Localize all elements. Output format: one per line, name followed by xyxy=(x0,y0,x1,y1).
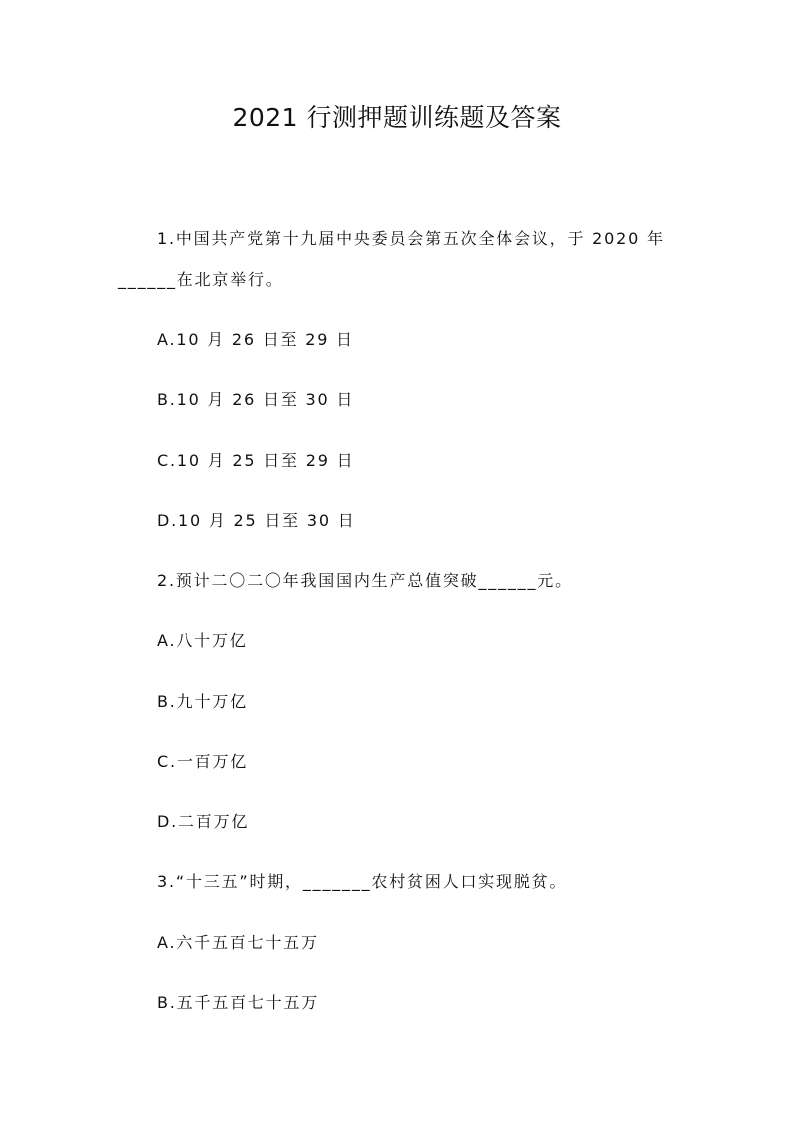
question-2-option-a: A.八十万亿 xyxy=(157,631,248,650)
question-1-stem-line-1: 1.中国共产党第十九届中央委员会第五次全体会议，于 2020 年 xyxy=(157,229,665,248)
question-2-option-d: D.二百万亿 xyxy=(157,812,250,831)
question-2-stem: 2.预计二〇二〇年我国国内生产总值突破______元。 xyxy=(157,571,573,590)
question-3-option-b: B.五千五百七十五万 xyxy=(157,993,320,1012)
question-1-option-c: C.10 月 25 日至 29 日 xyxy=(157,451,355,470)
question-1-stem-line-2: ______在北京举行。 xyxy=(118,270,284,289)
question-3-option-a: A.六千五百七十五万 xyxy=(157,933,319,952)
document-title: 2021 行测押题训练题及答案 xyxy=(232,103,562,132)
question-2-option-b: B.九十万亿 xyxy=(157,692,248,711)
question-1-option-a: A.10 月 26 日至 29 日 xyxy=(157,330,354,349)
question-2-option-c: C.一百万亿 xyxy=(157,752,249,771)
question-3-stem: 3.“十三五”时期，_______农村贫困人口实现脱贫。 xyxy=(157,872,568,891)
question-1-option-d: D.10 月 25 日至 30 日 xyxy=(157,511,356,530)
question-1-option-b: B.10 月 26 日至 30 日 xyxy=(157,390,355,409)
